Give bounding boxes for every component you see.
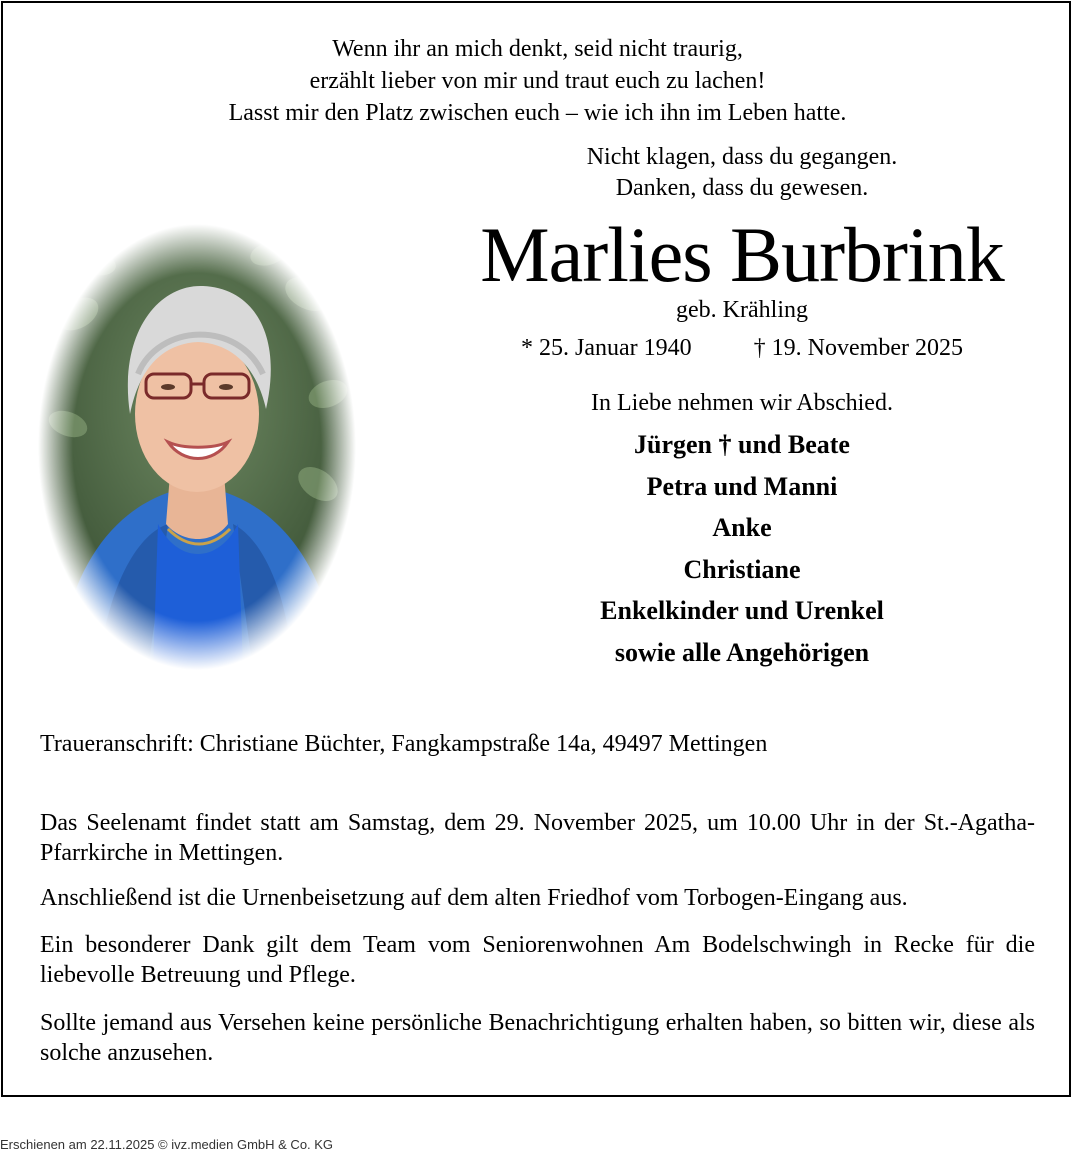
birth-name: geb. Krähling [676,297,808,323]
farewell-line: In Liebe nehmen wir Abschied. [591,390,893,416]
birth-date: * 25. Januar 1940 [521,335,692,361]
poem-line: Wenn ihr an mich denkt, seid nicht traurig, [332,36,743,62]
death-date: † 19. November 2025 [753,335,963,361]
opening-poem [0,33,1075,129]
service-paragraph: Das Seelenamt findet statt am Samstag, dem 29. November 2025, um 10.00 Uhr in der St.-Agatha-Pfarrkirche in Mettingen. [40,810,1035,866]
publication-footer: Erschienen am 22.11.2025 © ivz.medien GmbH & Co. KG [0,1137,334,1152]
mourner-entry: Jürgen † und Beate [634,430,850,459]
mourner-entry: Enkelkinder und Urenkel [600,596,884,625]
mourning-address: Traueranschrift: Christiane Büchter, Fangkampstraße 14a, 49497 Mettingen [40,731,768,757]
thanks-paragraph: Ein besonderer Dank gilt dem Team vom Seniorenwohnen Am Bodelschwingh in Recke für die liebevolle Betreuung und Pflege. [40,932,1035,988]
burial-paragraph: Anschließend ist die Urnenbeisetzung auf dem alten Friedhof vom Torbogen-Eingang aus. [40,885,908,911]
poem-line: erzählt lieber von mir und traut euch zu lachen! [309,68,766,94]
mourner-entry: Christiane [683,554,801,584]
deceased-name: Marlies Burbrink [480,211,1004,298]
mourner-entry: sowie alle Angehörigen [614,637,870,667]
life-dates [455,332,1029,364]
portrait-photo [38,224,356,670]
quote-line: Danken, dass du gewesen. [615,175,869,201]
poem-line: Lasst mir den Platz zwischen euch – wie ich ihn im Leben hatte. [228,100,847,126]
mourner-entry: Anke [712,513,772,542]
mourners-list [455,424,1029,673]
closing-quote [455,142,1029,204]
notice-paragraph: Sollte jemand aus Versehen keine persönliche Benachrichtigung erhalten haben, so bitten wir, diese als solche anzusehen. [40,1010,1035,1066]
quote-line: Nicht klagen, dass du gegangen. [586,144,898,170]
mourner-entry: Petra und Manni [646,471,838,501]
